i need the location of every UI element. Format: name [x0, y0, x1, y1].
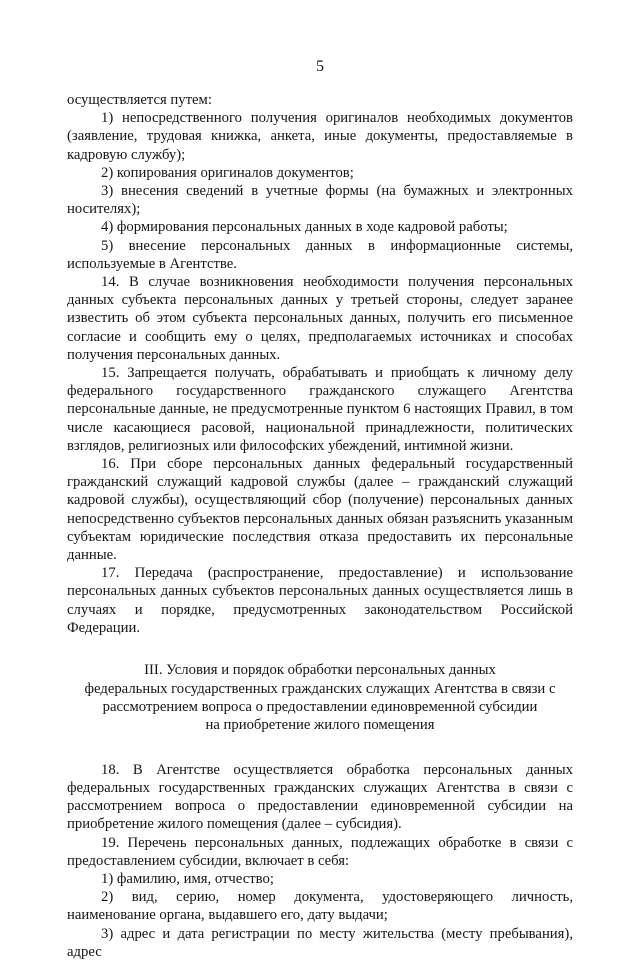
paragraph-17: 17. Передача (распространение, предоставление) и использование персональных данных субъектов персональных данных осуществляется лишь в случаях и порядке, предусмотренных законодательством Российской Федерации. — [67, 565, 573, 636]
list-item-1: 1) фамилию, имя, отчество; — [101, 870, 274, 887]
list-item-2: 2) копирования оригиналов документов; — [101, 164, 354, 181]
paragraph-19: 19. Перечень персональных данных, подлежащих обработке в связи с предоставлением субсидии, включает в себя: — [67, 834, 573, 869]
paragraph-14: 14. В случае возникновения необходимости получения персональных данных субъекта персональных данных у третьей стороны, следует заранее известить об этом субъекта персональных данных, получить его письменное согласие и сообщить ему о целях, предполагаемых источниках и способах получения персональных данных. — [67, 274, 573, 363]
document-body — [67, 91, 573, 961]
section-heading-line: III. Условия и порядок обработки персональных данных — [144, 662, 496, 679]
list-item-2: 2) вид, серию, номер документа, удостоверяющего личность, наименование органа, выдавшего его, дату выдачи; — [67, 889, 573, 924]
paragraph-15: 15. Запрещается получать, обрабатывать и приобщать к личному делу федерального государственного гражданского служащего Агентства персональные данные, не предусмотренные пунктом 6 настоящих Правил, в том числе касающиеся расовой, национальной принадлежности, политических взглядов, религиозных или философских убеждений, интимной жизни. — [67, 365, 573, 454]
section-heading-line: федеральных государственных гражданских служащих Агентства в связи с — [84, 680, 556, 697]
list-item-4: 4) формирования персональных данных в ходе кадровой работы; — [101, 219, 508, 236]
page-number: 5 — [316, 58, 324, 75]
list-item-5: 5) внесение персональных данных в информационные системы, используемые в Агентстве. — [67, 237, 573, 272]
paragraph-16: 16. При сборе персональных данных федеральный государственный гражданский служащий кадровой службы (далее – гражданский служащий кадровой службы), осуществляющий сбор (получение) персональных данных непосредственно субъектов персональных данных обязан разъяснить указанным субъектам юридические последствия отказа предоставить их персональные данные. — [67, 456, 573, 564]
section-heading-line: на приобретение жилого помещения — [205, 717, 435, 734]
section-heading-line: рассмотрением вопроса о предоставлении единовременной субсидии — [102, 698, 538, 715]
list-item-3: 3) внесения сведений в учетные формы (на бумажных и электронных носителях); — [67, 183, 573, 218]
paragraph-continuation: осуществляется путем: — [67, 92, 212, 108]
list-item-1: 1) непосредственного получения оригиналов необходимых документов (заявление, трудовая книжка, анкета, иные документы, предоставляемые в кадровую службу); — [67, 110, 573, 163]
section-heading — [67, 661, 573, 735]
list-item-3: 3) адрес и дата регистрации по месту жительства (месту пребывания), адрес — [67, 925, 573, 960]
paragraph-18: 18. В Агентстве осуществляется обработка персональных данных федеральных государственных гражданских служащих Агентства в связи с рассмотрением вопроса о предоставлении единовременной субсидии на приобретение жилого помещения (далее – субсидия). — [67, 761, 573, 833]
